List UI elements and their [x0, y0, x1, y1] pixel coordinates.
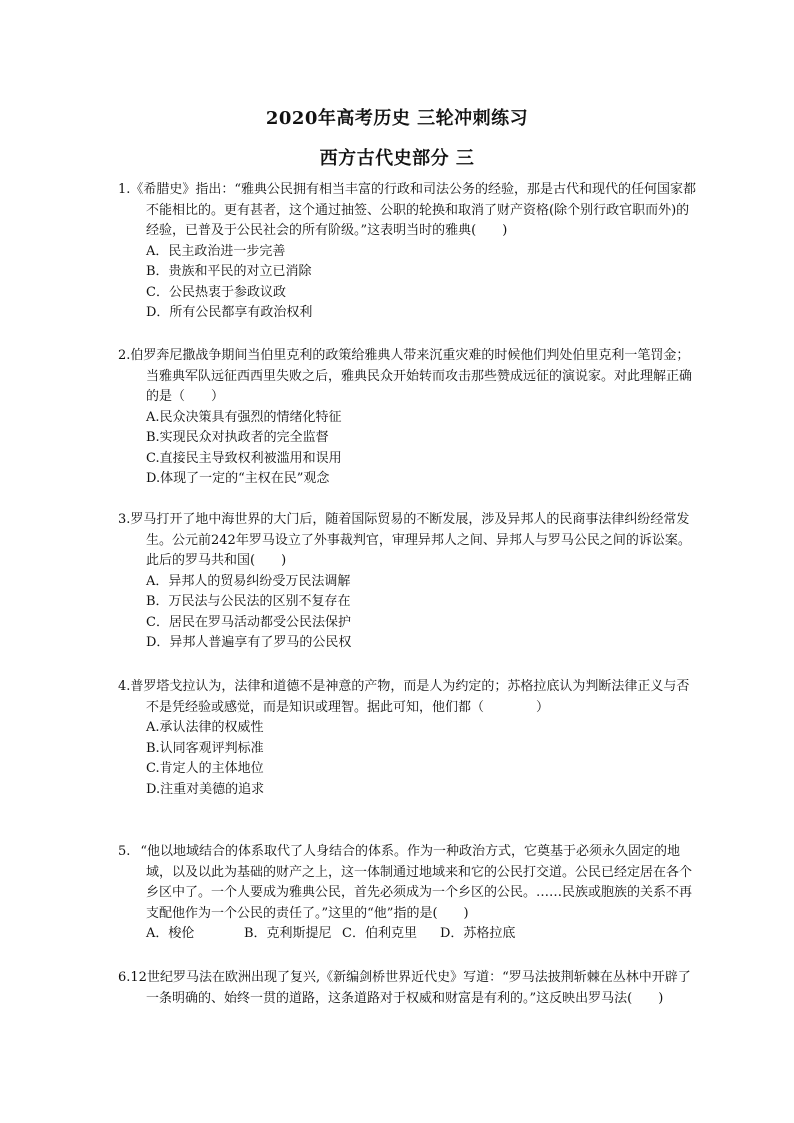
question-text: “他以地域结合的体系取代了人身结合的体系。作为一种政治方式，它奠基于必须永久固定的地域，以及以此为基础的财产之上，这一体制通过地域来和它的公民打交道。公民已经定居在各个乡区中了。一个人要成为雅典公民，首先必须成为一个乡区的公民。……民族或胞族的关系不再支配他作为一个公民的责任了。”这里的“他”指的是( )	[140, 844, 693, 921]
question-number: 3.	[118, 512, 131, 527]
option-list	[118, 408, 698, 490]
question-number: 1.	[118, 182, 131, 197]
question-3	[118, 510, 698, 654]
option-c: C.肯定人的主体地位	[146, 761, 264, 776]
option-b: B．克利斯提尼	[244, 926, 332, 941]
question-number: 5.	[118, 844, 131, 859]
question-text: 《希腊史》指出：“雅典公民拥有相当丰富的行政和司法公务的经验，那是古代和现代的任何国家都不能相比的。更有甚者，这个通过抽签、公职的轮换和取消了财产资格(除个别行政官职而外)的经验，已普及于公民社会的所有阶级。”这表明当时的雅典( )	[130, 182, 697, 238]
option-list	[118, 242, 698, 324]
option-a: A.民众决策具有强烈的情绪化特征	[146, 409, 342, 425]
option-d: D．异邦人普遍享有了罗马的公民权	[146, 635, 352, 650]
question-text: 罗马打开了地中海世界的大门后，随着国际贸易的不断发展，涉及异邦人的民商事法律纠纷经常发生。公元前242年罗马设立了外事裁判官，审理异邦人之间、异邦人与罗马公民之间的诉讼案。此后的罗马共和国( )	[130, 512, 691, 568]
option-c: C.直接民主导致权利被滥用和误用	[146, 450, 342, 466]
question-1	[118, 180, 698, 324]
option-b: B.认同客观评判标准	[146, 740, 264, 756]
question-stem	[118, 677, 698, 718]
question-number: 2.	[118, 348, 131, 363]
question-stem	[118, 968, 698, 1009]
question-4	[118, 677, 698, 800]
option-c: C．伯利克里	[342, 926, 417, 941]
option-a: A.承认法律的权威性	[146, 720, 264, 735]
question-number: 6.	[118, 970, 131, 985]
question-number: 4.	[118, 679, 131, 694]
option-list	[118, 924, 698, 945]
option-b: B．万民法与公民法的区别不复存在	[146, 594, 351, 609]
option-d: D.体现了一定的“主权在民”观念	[146, 471, 330, 486]
option-c: C．居民在罗马活动都受公民法保护	[146, 614, 351, 630]
question-stem	[118, 510, 698, 572]
option-a: A．异邦人的贸易纠纷受万民法调解	[146, 573, 351, 589]
question-text: 伯罗奔尼撒战争期间当伯里克利的政策给雅典人带来沉重灾难的时候他们判处伯里克利一笔罚金；当雅典军队远征西西里失败之后，雅典民众开始转而攻击那些赞成远征的演说家。对此理解正确的是（ ）	[130, 348, 693, 404]
question-6	[118, 968, 698, 1009]
question-stem	[118, 842, 698, 924]
question-stem	[118, 346, 698, 408]
page-subtitle: 西方古代史部分 三	[319, 148, 475, 169]
option-b: B．贵族和平民的对立已消除	[146, 264, 312, 279]
question-stem	[118, 180, 698, 242]
question-5	[118, 842, 698, 945]
option-a: A．梭伦	[146, 926, 195, 941]
question-2	[118, 346, 698, 490]
page-title: 2020年高考历史 三轮冲刺练习	[265, 108, 529, 129]
option-d: D．所有公民都享有政治权利	[146, 305, 313, 320]
option-list	[118, 572, 698, 654]
question-text: 普罗塔戈拉认为，法律和道德不是神意的产物，而是人为约定的；苏格拉底认为判断法律正义与否不是凭经验或感觉，而是知识或理智。据此可知，他们都（ ）	[130, 679, 690, 715]
option-d: D.注重对美德的追求	[146, 781, 265, 797]
option-b: B.实现民众对执政者的完全监督	[146, 430, 329, 445]
option-list	[118, 718, 698, 800]
option-c: C．公民热衷于参政议政	[146, 284, 286, 300]
question-text: 12世纪罗马法在欧洲出现了复兴,《新编剑桥世界近代史》写道：“罗马法披荆斩棘在丛林中开辟了一条明确的、始终一贯的道路，这条道路对于权威和财富是有利的。”这反映出罗马法( )	[130, 970, 691, 1006]
option-d: D．苏格拉底	[440, 926, 516, 941]
option-a: A．民主政治进一步完善	[146, 243, 286, 259]
